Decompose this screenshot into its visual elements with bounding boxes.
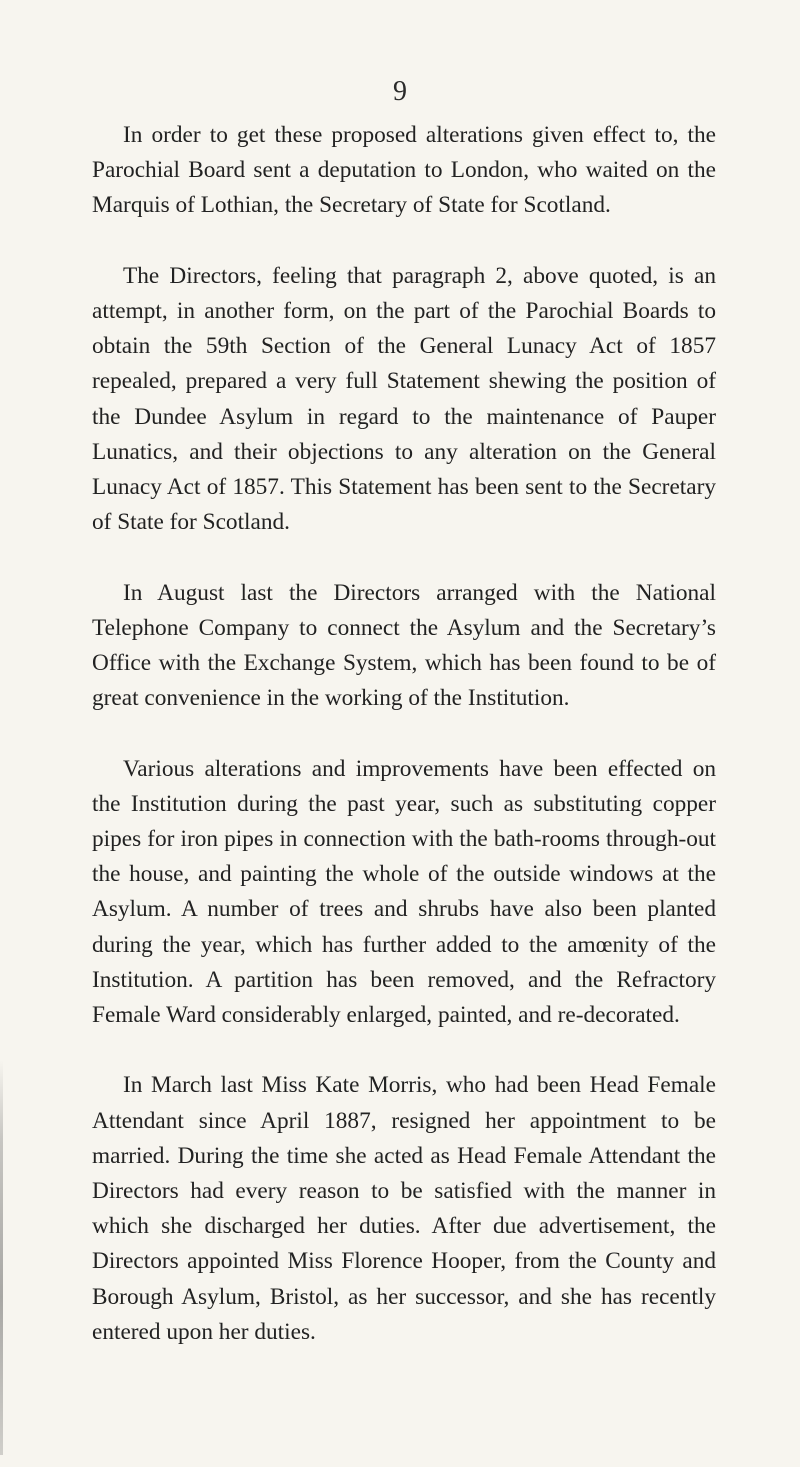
paragraph-alterations: Various alterations and improvements have been effected on the Institution during the past year, such as substituting copper pipes for iron pipes in connection with the bath-rooms through-out the house, and painting the whole of the outside windows at the Asylum. A number of trees and shrubs have also been planted during the year, which has further added to the amœnity of the Institution. A partition has been removed, and the Refractory Female Ward considerably enlarged, painted, and re-decorated. [92,755,716,1029]
binding-shadow [0,1060,3,1455]
paragraph-telephone: In August last the Directors arranged with the National Telephone Company to connect the Asylum and the Secretary’s Office with the Exchange System, which has been found to be of great convenience in the working of the Institution. [92,579,716,712]
paragraph-head-attendant: In March last Miss Kate Morris, who had been Head Female Attendant since April 1887, resigned her appointment to be married. During the time she acted as Head Female Attendant the Directors had every reason to be satisfied with the manner in which she discharged her duties. After due advertisement, the Directors appointed Miss Florence Hooper, from the County and Borough Asylum, Bristol, as her successor, and she has recently entered upon her duties. [92,1072,716,1345]
body-text [92,118,716,1350]
page-number: 9 [393,76,407,107]
paragraph-lunacy-act: The Directors, feeling that paragraph 2, above quoted, is an attempt, in another form, on the part of the Parochial Boards to obtain the 59th Section of the General Lunacy Act of 1857 repealed, prepared a very full Statement shewing the position of the Dundee Asylum in regard to the maintenance of Pauper Lunatics, and their objections to any alteration on the General Lunacy Act of 1857. This Statement has been sent to the Secretary of State for Scotland. [92,262,716,536]
paragraph-deputation: In order to get these proposed alterations given effect to, the Parochial Board sent a deputation to London, who waited on the Marquis of Lothian, the Secretary of State for Scotland. [92,122,716,219]
